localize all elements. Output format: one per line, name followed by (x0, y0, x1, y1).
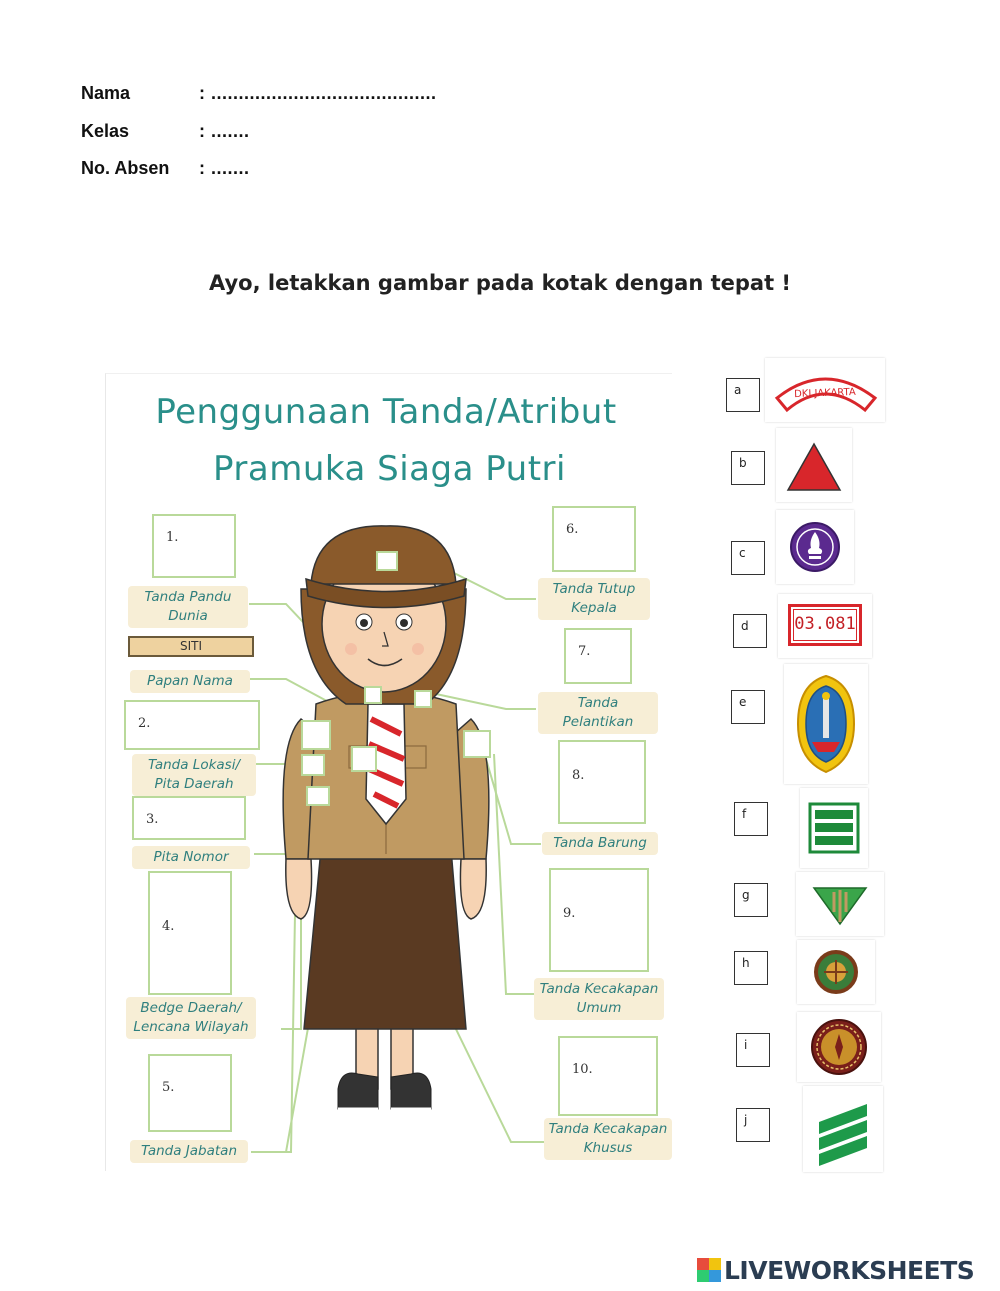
label-tanda-lokasi: Tanda Lokasi/ Pita Daerah (132, 754, 256, 796)
chip-cap (376, 551, 398, 571)
drop-slot-1[interactable]: 1. (152, 514, 236, 578)
nama-input[interactable]: : ......................................... (199, 83, 437, 103)
absen-label: No. Absen (81, 158, 170, 178)
drop-slot-5[interactable]: 5. (148, 1054, 232, 1132)
chip-collar-left (364, 686, 382, 704)
red-triangle-icon (776, 428, 852, 502)
badge-g-green-chevron[interactable] (796, 872, 884, 936)
chip-sleeve-3 (306, 786, 330, 806)
answer-box-i[interactable]: i (736, 1033, 770, 1067)
label-tanda-jabatan: Tanda Jabatan (130, 1140, 248, 1163)
location-ribbon-icon (765, 358, 885, 422)
chip-pocket (351, 746, 377, 772)
kelas-label: Kelas (81, 121, 130, 141)
badge-b-red-triangle[interactable] (776, 428, 852, 502)
field-nama (81, 83, 437, 104)
green-stripes-icon (803, 1086, 883, 1172)
badge-a-location-ribbon[interactable] (765, 358, 885, 422)
answer-box-g[interactable]: g (734, 883, 768, 917)
answer-box-j[interactable]: j (736, 1108, 770, 1142)
chip-sleeve-2 (301, 754, 325, 776)
green-bars-icon (800, 788, 868, 868)
answer-box-f[interactable]: f (734, 802, 768, 836)
drop-slot-8[interactable]: 8. (558, 740, 646, 824)
poster-title-line2: Pramuka Siaga Putri (213, 449, 566, 489)
label-papan-nama: Papan Nama (130, 670, 250, 693)
answer-box-a[interactable]: a (726, 378, 760, 412)
badge-d-number-tag[interactable] (778, 594, 872, 658)
absen-input[interactable]: : ....... (199, 158, 250, 178)
chip-collar-right (414, 690, 432, 708)
drop-slot-2[interactable]: 2. (124, 700, 260, 750)
brown-round-emblem-icon (797, 1012, 881, 1082)
number-tag-text: 03.081 (794, 614, 856, 634)
label-tanda-kecakapan-umum: Tanda Kecakapan Umum (534, 978, 664, 1020)
badge-h-small-round[interactable] (797, 940, 875, 1004)
drop-slot-3[interactable]: 3. (132, 796, 246, 840)
badge-f-green-bars[interactable] (800, 788, 868, 868)
drop-slot-7[interactable]: 7. (564, 628, 632, 684)
nama-label: Nama (81, 83, 131, 103)
badge-i-brown-round[interactable] (797, 1012, 881, 1082)
label-tanda-kecakapan-khusus: Tanda Kecakapan Khusus (544, 1118, 672, 1160)
field-absen (81, 158, 250, 179)
badge-c-world-scout[interactable] (776, 510, 854, 584)
round-emblem-icon (797, 940, 875, 1004)
scout-attribute-poster (105, 373, 672, 1171)
field-kelas (81, 121, 250, 142)
world-scout-emblem-icon (776, 510, 854, 584)
drop-slot-9[interactable]: 9. (549, 868, 649, 972)
green-chevron-icon (796, 872, 884, 936)
label-tanda-pandu-dunia: Tanda Pandu Dunia (128, 586, 248, 628)
answer-box-b[interactable]: b (731, 451, 765, 485)
label-pita-nomor: Pita Nomor (132, 846, 250, 869)
drop-slot-6[interactable]: 6. (552, 506, 636, 572)
regional-crest-icon (784, 664, 868, 784)
answer-box-e[interactable]: e (731, 690, 765, 724)
label-tanda-tutup-kepala: Tanda Tutup Kepala (538, 578, 650, 620)
drop-slot-10[interactable]: 10. (558, 1036, 658, 1116)
liveworksheets-logo (697, 1254, 974, 1286)
instruction-text: Ayo, letakkan gambar pada kotak dengan tepat ! (208, 271, 791, 295)
answer-box-d[interactable]: d (733, 614, 767, 648)
badge-e-regional-crest[interactable] (784, 664, 868, 784)
chip-sleeve-1 (301, 720, 331, 750)
badge-j-green-stripes[interactable] (803, 1086, 883, 1172)
answer-box-h[interactable]: h (734, 951, 768, 985)
drop-slot-4[interactable]: 4. (148, 871, 232, 995)
name-plate: SITI (128, 636, 254, 657)
liveworksheets-mark-icon (697, 1258, 721, 1282)
kelas-input[interactable]: : ....... (199, 121, 250, 141)
label-tanda-pelantikan: Tanda Pelantikan (538, 692, 658, 734)
answer-box-c[interactable]: c (731, 541, 765, 575)
ribbon-text: DKI JAKARTA (793, 386, 856, 401)
liveworksheets-wordmark: LIVEWORKSHEETS (724, 1255, 975, 1285)
poster-title-line1: Penggunaan Tanda/Atribut (155, 392, 617, 432)
label-tanda-barung: Tanda Barung (542, 832, 658, 855)
label-badge-daerah: Bedge Daerah/ Lencana Wilayah (126, 997, 256, 1039)
chip-sleeve-right (463, 730, 491, 758)
